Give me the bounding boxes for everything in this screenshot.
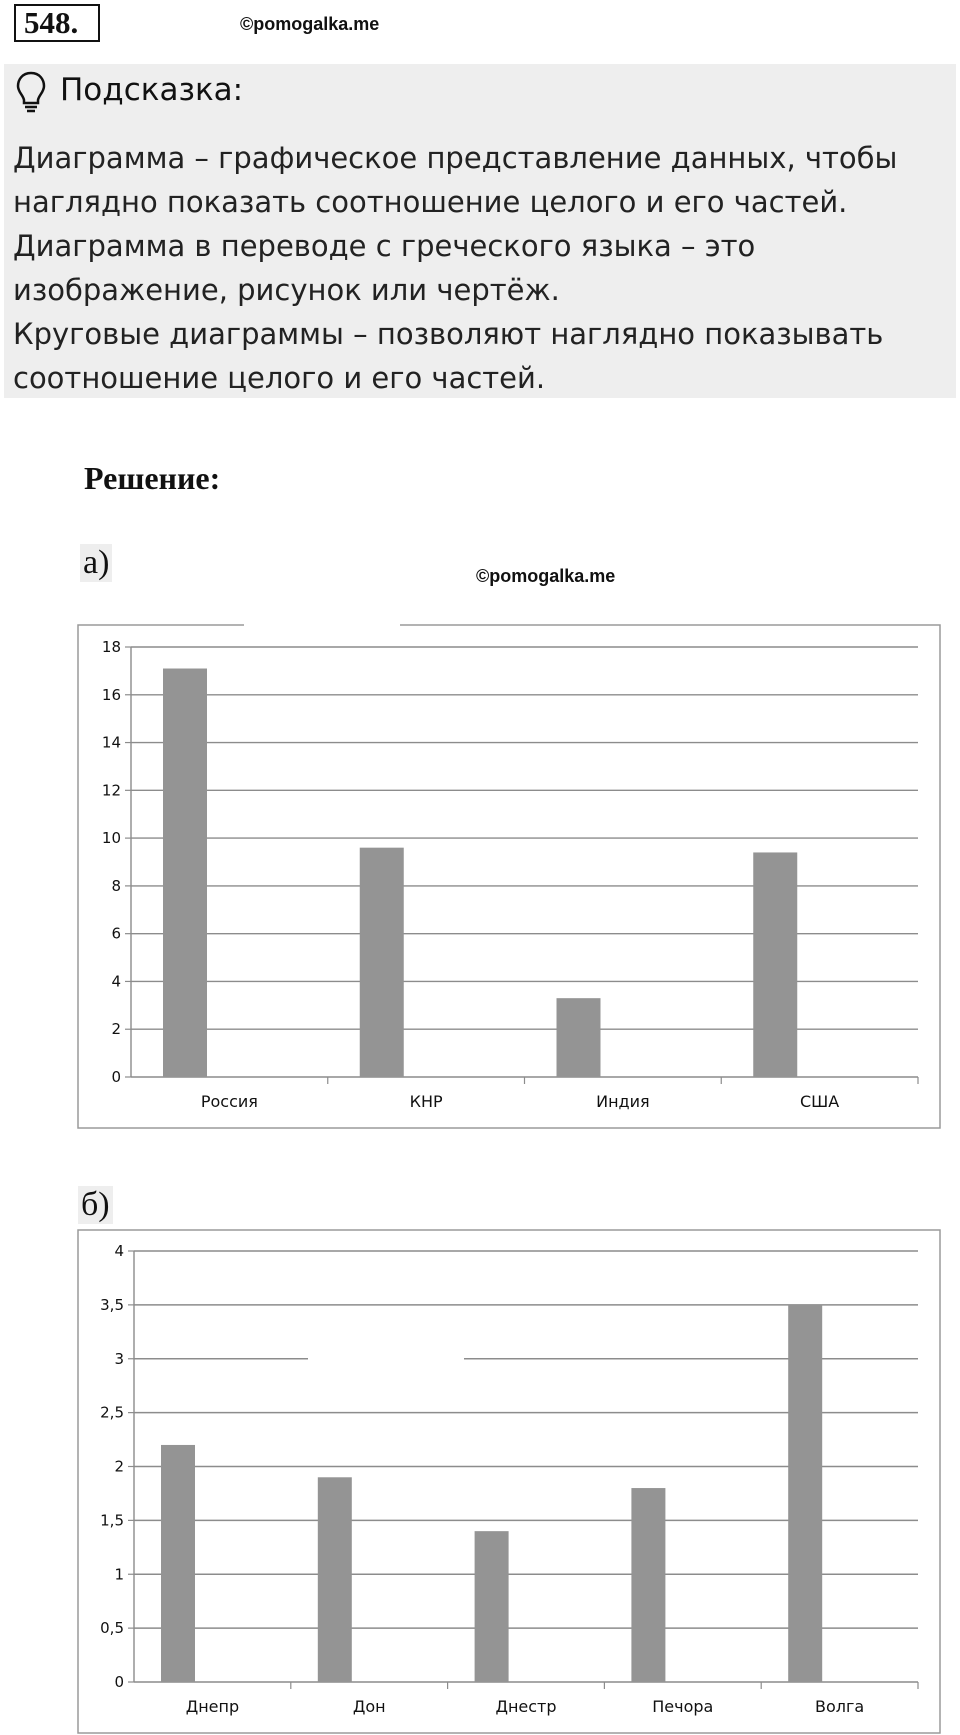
hint-line: изображение, рисунок или чертёж. — [13, 273, 560, 307]
x-tick-label: Индия — [596, 1092, 650, 1111]
y-tick-label: 2 — [114, 1457, 124, 1476]
bar — [753, 852, 797, 1077]
part-label-a: а) — [80, 544, 112, 582]
bar — [788, 1305, 822, 1682]
y-tick-label: 2 — [111, 1020, 121, 1039]
x-tick-label: КНР — [409, 1092, 443, 1111]
hint-line: Диаграмма в переводе с греческого языка – это — [13, 229, 756, 263]
bar — [631, 1488, 665, 1682]
x-tick-label: Днестр — [495, 1697, 557, 1716]
hint-title: Подсказка: — [60, 72, 244, 108]
solution-title: Решение: — [84, 460, 221, 496]
hint-line: Диаграмма – графическое представление данных, чтобы — [13, 141, 898, 175]
y-tick-label: 2,5 — [100, 1403, 124, 1422]
y-tick-label: 3 — [114, 1349, 124, 1368]
chart-b — [0, 1220, 960, 1735]
bar — [163, 669, 207, 1078]
y-tick-label: 16 — [101, 685, 121, 704]
x-tick-label: США — [800, 1092, 840, 1111]
y-tick-label: 12 — [101, 781, 121, 800]
y-tick-label: 0 — [114, 1673, 124, 1691]
bar — [360, 848, 404, 1077]
chart-frame-gap — [244, 623, 400, 627]
x-tick-label: Днепр — [185, 1697, 240, 1716]
chart-a — [0, 600, 960, 1140]
task-number: 548. — [14, 4, 100, 42]
y-tick-label: 0 — [111, 1068, 121, 1086]
y-tick-label: 6 — [111, 924, 121, 943]
part-label-b: б) — [78, 1186, 113, 1224]
bar — [475, 1531, 509, 1682]
bar — [318, 1477, 352, 1682]
y-tick-label: 3,5 — [100, 1295, 124, 1314]
y-tick-label: 8 — [111, 876, 121, 895]
y-tick-label: 0,5 — [100, 1619, 124, 1638]
x-tick-label: Волга — [814, 1697, 865, 1716]
y-tick-label: 1,5 — [100, 1511, 124, 1530]
x-tick-label: Дон — [352, 1697, 386, 1716]
hint-line: соотношение целого и его частей. — [13, 361, 546, 395]
lightbulb-icon — [14, 70, 48, 114]
watermark: ©pomogalka.me — [240, 14, 380, 34]
y-tick-label: 18 — [101, 638, 121, 656]
watermark-chart: ©pomogalka.me — [476, 566, 616, 586]
x-tick-label: Россия — [200, 1092, 258, 1111]
y-tick-label: 4 — [114, 1242, 124, 1260]
bar — [557, 998, 601, 1077]
chart-frame — [78, 625, 940, 1128]
bar — [161, 1445, 195, 1682]
y-tick-label: 4 — [111, 972, 121, 991]
gridline-mask — [308, 1357, 464, 1361]
y-tick-label: 10 — [101, 829, 121, 848]
y-tick-label: 1 — [114, 1565, 124, 1584]
y-tick-label: 14 — [101, 733, 121, 752]
hint-line: Круговые диаграммы – позволяют наглядно показывать — [13, 317, 884, 351]
hint-text — [13, 136, 943, 400]
x-tick-label: Печора — [652, 1697, 714, 1716]
hint-line: наглядно показать соотношение целого и его частей. — [13, 185, 848, 219]
